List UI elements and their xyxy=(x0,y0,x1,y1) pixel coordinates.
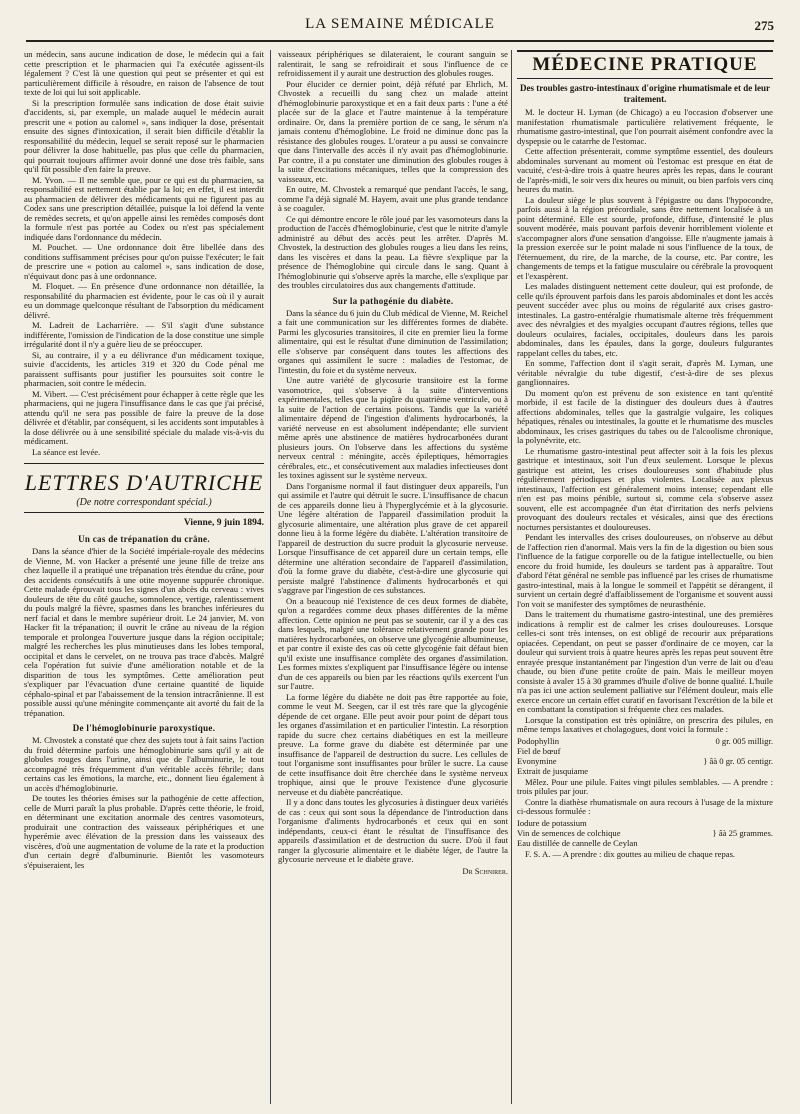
paragraph: Dans la séance du 6 juin du Club médical de Vienne, M. Reichel a fait une communication sur les différentes formes de diabète. Parmi les glycosuries transitoires, il cite en premier lieu la forme alimentaire, qui est le résultat d'une diminution de l'assimilation; elle s'observe par conséquent dans toutes les affections des organes qui assimilent le sucre : maladies de l'estomac, de l'intestin, du foie et du système nerveux. xyxy=(278,307,508,375)
prescription-table xyxy=(517,736,773,776)
section-title: LETTRES D'AUTRICHE xyxy=(24,470,264,495)
letters-section-header xyxy=(24,463,264,513)
header-rule xyxy=(26,40,774,42)
page-header xyxy=(26,12,774,38)
paragraph: Du moment qu'on est prévenu de son existence en tant qu'entité morbide, il est facile de la distinguer des douleurs dues à d'autres affections abdominales, telles que la gastralgie vulgaire, les coliques hépatiques, rénales ou intestinales, la goutte et le rhumatisme des muscles abdominaux, les crises gastriques du tabes ou de l'alcoolisme chronique, la polynévrite, etc. xyxy=(517,387,773,445)
dose xyxy=(646,766,773,776)
ingredient: Extrait de jusquiame xyxy=(517,765,589,776)
ingredient: Evonymine xyxy=(517,755,557,766)
paragraph: Si la prescription formulée sans indication de dose était suivie d'accidents, si, par exemple, un malade auquel le médecin aurait prescrit une « potion au calomel », sans indiquer la dose, présentait ensuite des signes d'intoxication, il serait bien difficile d'établir la responsabilité du médecin, lequel se serait reposé sur le pharmacien pour délivrer la dose habituelle, pas plus que celle du pharmacien, qui pourrait toujours affirmer avoir donné une dose très faible, sans qu'il fût possible d'en faire la preuve. xyxy=(24,97,264,174)
ingredient: Fiel de bœuf xyxy=(517,745,561,756)
paragraph: M. Chvostek a constaté que chez des sujets tout à fait sains l'action du froid détermine parfois une hémoglobinurie sans qu'il y ait de globules rouges dans l'urine, ainsi que de l'albuminurie, le tout accompagné très fréquemment d'un véritable accès fébrile; dans certains cas les émotions, la marche, etc., donnent lieu également à un accès d'hémoglobinurie. xyxy=(24,735,264,793)
dose xyxy=(687,838,773,848)
column-separator xyxy=(511,50,512,1104)
prescription-row xyxy=(517,756,773,766)
prescription-row xyxy=(517,746,773,756)
paragraph: Cette affection présenterait, comme symptôme essentiel, des douleurs abdominales survenant au moment où l'estomac est presque en état de vacuité, c'est-à-dire trois à quatre heures après les repas, dans le courant de l'après-midi, le soir vers dix heures ou minuit, ou bien parfois vers cinq heures du matin. xyxy=(517,146,773,194)
journal-title: LA SEMAINE MÉDICALE xyxy=(305,16,495,32)
column-3 xyxy=(517,50,773,1104)
paragraph: M. le docteur H. Lyman (de Chicago) a eu l'occasion d'observer une manifestation rhumatismale particulière relativement fréquente, le rhumatisme gastro-intestinal, que l'on pourrait aisément confondre avec la dyspepsie ou le catarrhe de l'estomac. xyxy=(517,107,773,146)
dose: } âà 25 grammes. xyxy=(712,827,773,838)
paragraph: De toutes les théories émises sur la pathogénie de cette affection, celle de Murri paraît la plus probable. D'après cette théorie, le froid, en déterminant une excitation anormale des centres vasomoteurs, produirait une contraction des vaisseaux périphériques et une hyperémie avec élévation de la pression dans les vaisseaux des viscères, d'où une augmentation de volume de la rate et la production d'un certain degré d'albuminurie. Bientôt les vasomoteurs s'épuiseraient, les xyxy=(24,793,264,870)
article-heading: Sur la pathogénie du diabète. xyxy=(332,295,454,306)
ingredient: Iodure de potassium xyxy=(517,817,587,828)
prescription-row xyxy=(517,818,773,828)
paragraph: En somme, l'affection dont il s'agit serait, d'après M. Lyman, une véritable névralgie du tube digestif, c'est-à-dire de ses plexus ganglionnaires. xyxy=(517,358,773,387)
article-heading: Un cas de trépanation du crâne. xyxy=(78,534,210,544)
paragraph: M. Floquet. — En présence d'une ordonnance non détaillée, la responsabilité du pharmacien est évidente, pour le cas où il y aurait eu un dommage quelconque résultant de l'absorption du médicament délivré. xyxy=(24,281,264,320)
paragraph: un médecin, sans aucune indication de dose, le médecin qui a fait cette prescription et le pharmacien qui l'a exécutée agissent-ils légalement ? C'est là une question qui peut se présenter et qui est particulièrement difficile à résoudre, en raison de l'absence de tout texte de loi qui lui soit applicable. xyxy=(24,50,264,97)
session-closing: La séance est levée. xyxy=(32,446,101,457)
paragraph: Pendant les intervalles des crises douloureuses, on n'observe au début de l'affection rien d'anormal. Mais vers la fin de la digestion ou bien sous l'influence de la fatigue corporelle ou de la fatigue intellectuelle, ou bien encore du froid humide, les douleurs se tardent pas à apparaître. Tout d'abord l'état général ne semble pas influencé par les crises de rhumatisme gastro-intestinal, mais à la longue le sommeil et l'appétit se dérangent, il survient un certain degré d'affaiblissement de l'organisme et souvent aussi l'on voit se manifester des symptômes de neurasthénie. xyxy=(517,532,773,609)
ingredient: Eau distillée de cannelle de Ceylan xyxy=(517,837,638,848)
paragraph: M. Vibert. — C'est précisément pour échapper à cette règle que les pharmaciens, qui ne jugera l'insuffisance dans le cas que j'ai précisé, attendu qu'il ne sera pas possible de faire la preuve de la dose délivrée et d'établir, par conséquent, si les accidents sont imputables à la dose délivrée ou à une sensibilité spéciale du malade vis-à-vis du médicament. xyxy=(24,388,264,446)
paragraph: Si, au contraire, il y a eu délivrance d'un médicament toxique, suivie d'accidents, les articles 319 et 320 du Code pénal me paraissent suffisants pour justifier les poursuites soit contre le pharmacien, soit contre le médecin. xyxy=(24,349,264,388)
prescription-table xyxy=(517,818,773,848)
prescription-row xyxy=(517,736,773,746)
paragraph: Une autre variété de glycosurie transitoire est la forme vasomotrice, qui s'observe à la suite d'interventions expérimentales, telles que la piqûre du quatrième ventricule, ou à la suite de l'action de certains poisons. Tandis que la variété alimentaire dépend de l'ingestion d'aliments hydrocarbonés, la variété nerveuse en est absolument indépendante; elle survient même après une abstinence de matières hydrocarbonées durant plusieurs jours. On l'observe dans les affections du système nerveux central : méningite, accès épileptiques, hémorragies cérébrales, etc., et consécutivement aux maladies infectieuses dont les toxines agissent sur le système nerveux. xyxy=(278,375,508,480)
paragraph: vaisseaux périphériques se dilateraient, le courant sanguin se ralentirait, le sang se refroidirait et sous l'influence de ce refroidissement il y aurait une destruction des globules rouges. xyxy=(278,50,508,78)
paragraph: On a beaucoup nié l'existence de ces deux formes de diabète, qu'on a regardées comme deux phases différentes de la même affection. Cette opinion ne peut pas se soutenir, car il y a des cas dans lesquels, malgré une tolérance relativement grande pour les matières hydrocarbonées, on observe une glycogénie albumineuse, et par contre il existe des cas où cette glycogénie fait défaut bien qu'il existe une insuffisance complète des organes d'assimilation. Les formes mixtes s'expliquent par l'insuffisance légère ou intense d'un de ces appareils ou bien par les réactions qu'ils exercent l'un sur l'autre. xyxy=(278,595,508,691)
dose xyxy=(646,746,773,756)
paragraph: Dans le traitement du rhumatisme gastro-intestinal, une des premières indications à remplir est de calmer les crises douloureuses. Lorsque celles-ci sont très intenses, on est obligé de recourir aux préparations opiacées. Cependant, on peut se passer d'ordinaire de ce moyen, car la douleur qui survient trois à quatre heures après les repas peut souvent être enrayée presque instantanément par l'ingestion d'un verre de lait ou d'eau chaude, ou bien d'une petite croûte de pain. Mais le meilleur moyen consiste à avaler 15 à 30 grammes d'huile d'olive de bonne qualité. L'huile n'a pas ici une action seulement palliative sur l'élément douleur, mais elle exerce encore un certain effet curatif en favorisant l'excrétion de la bile et en combattant la constipation si fréquente chez ces malades. xyxy=(517,609,773,714)
prescription-row xyxy=(517,828,773,838)
prescription-note: Mêlez. Pour une pilule. Faites vingt pilules semblables. — A prendre : trois pilules par jour. xyxy=(517,776,773,796)
paragraph: Il y a donc dans toutes les glycosuries à distinguer deux variétés de cas : ceux qui sont sous la dépendance de l'introduction dans l'organisme d'aliments hydrocarbonés et ceux qui en sont indépendants, ceux-ci étant le résultat de l'insuffisance des appareils d'assimilation et de destruction du sucre. D'où il faut ranger la glycosurie alimentaire et le diabète léger, de l'autre la glycosurie nerveuse et le diabète grave. xyxy=(278,797,508,864)
dose: } âà 0 gr. 05 centigr. xyxy=(703,755,773,766)
paragraph: M. Pouchet. — Une ordonnance doit être libellée dans des conditions suffisamment précises pour qu'on puisse l'exécuter; le fait de prescrire une « potion au calomel », sans indication de dose, n'équivaut donc pas à une ordonnance. xyxy=(24,242,264,281)
section-title: MÉDECINE PRATIQUE xyxy=(532,54,758,75)
paragraph: Contre la diathèse rhumatismale on aura recours à l'usage de la mixture ci-dessous formulée : xyxy=(517,796,773,816)
ingredient: Podophyllin xyxy=(517,735,560,746)
paragraph: Lorsque la constipation est très opiniâtre, on prescrira des pilules, en même temps laxatives et cholagogues, dont voici la formule : xyxy=(517,714,773,734)
paragraph: M. Yvon. — Il me semble que, pour ce qui est du pharmacien, sa responsabilité est nettement établie par la loi; en effet, il est interdit au pharmacien de délivrer des médicaments qui ne figurent pas au Codex sans une prescription détaillée, puisque la loi défend la vente de remèdes secrets, et qu'on appelle ainsi les remèdes composés dont la formule n'est pas portée au Codex ou n'est pas spécialement indiquée dans l'ordonnance du médecin. xyxy=(24,174,264,242)
paragraph: Les malades distinguent nettement cette douleur, qui est profonde, de celle qu'ils éprouvent parfois dans les parois abdominales et dont les accès peuvent succéder avec plus ou moins de régularité aux crises gastro-intestinales. La gastro-entéralgie rhumatismale alterne très fréquemment avec des névralgies et des myalgies occupant d'autres régions, telles que douleurs oculaires, faciales, occipitales, douleurs dans les parois abdominales, dans les épaules, dans la gorge, douleurs fulgurantes rappelant celles du tabes, etc. xyxy=(517,281,773,358)
paragraph: Dans la séance d'hier de la Société impériale-royale des médecins de Vienne, M. von Hacker a présenté une jeune fille de treize ans chez laquelle il a pratiqué une trépanation très étendue du crâne, pour des accidents consécutifs à une otite moyenne suppurée chronique. Cette malade éprouvait tous les signes d'un abcès du cerveau : vives douleurs de tête du côté gauche, somnolence, vertige, ralentissement du pouls malgré la fièvre, spasmes dans les branches inférieures du nerf facial et dans le membre supérieur droit. Le 24 janvier, M. von Hacker fit la trépanation; il ouvrit le crâne au niveau de la région temporale et prolongea l'ouverture jusque dans la région occipitale; malgré les recherches les plus minutieuses dans les lobes temporal, occipital et dans le cervelet, on ne trouva pas trace d'abcès. Malgré cela l'opération fut suivie d'une amélioration notable et de la disparition de tous les symptômes. Cette amélioration peut s'expliquer par l'évacuation d'une certaine quantité de liquide céphalo-spinal et par l'abaissement de la tension intracrânienne. Il est possible aussi qu'une méningite commençante ait avorté du fait de la trépanation. xyxy=(24,546,264,718)
prescription-row xyxy=(517,766,773,776)
dateline: Vienne, 9 juin 1894. xyxy=(183,518,264,528)
column-separator xyxy=(270,50,271,1104)
article-heading: De l'hémoglobinurie paroxystique. xyxy=(72,723,216,733)
paragraph: La douleur siège le plus souvent à l'épigastre ou dans l'hypocondre, parfois aussi à la région précordiale, sans être nettement localisée à un point déterminé. Elle est sourde, profonde, diffuse, d'intensité le plus souvent modérée, mais pouvant parfois devenir horriblement violente et s'accompagner alors d'une sensation d'angoisse. Elle n'augmente jamais à la pression exercée sur le point malade ni sous l'influence de la toux, de l'éternuement, du rire, de la marche, de la course, etc. Par contre, les changements de temps et la fatigue musculaire ou cérébrale la provoquent et l'exaspèrent. xyxy=(517,194,773,281)
dose: 0 gr. 005 milligr. xyxy=(715,735,773,746)
author-signature: Dr Schnirer. xyxy=(462,865,508,876)
page-number: 275 xyxy=(754,18,774,33)
column-1 xyxy=(24,50,264,1104)
article-title: Des troubles gastro-intestinaux d'origine rhumatismale et de leur traitement. xyxy=(520,83,770,104)
paragraph: Dans l'organisme normal il faut distinguer deux appareils, l'un qui assimile et l'autre qui détruit le sucre. L'insuffisance de chacun de ces appareils donne lieu à l'hyperglycémie et à la glycosurie. Une légère altération de l'appareil d'assimilation produit la glycosurie alimentaire, une altération plus grave de cet appareil donne lieu à la forme légère du diabète. L'altération transitoire de l'appareil de destruction du sucre produit la glycosurie nerveuse. Lorsque l'insuffisance de cet appareil dure un certain temps, elle détermine une altération secondaire de l'appareil d'assimilation, d'où la forme grave du diabète, c'est-à-dire une glycosurie qui persiste malgré l'abstinence d'aliments hydrocarbonés et qui s'aggrave par l'ingestion de ces substances. xyxy=(278,480,508,595)
section-header-box xyxy=(517,50,773,79)
prescription-row xyxy=(517,838,773,848)
column-2 xyxy=(278,50,508,1104)
paragraph: Ce qui démontre encore le rôle joué par les vasomoteurs dans la production de l'accès d'hémoglobinurie, c'est que le nitrite d'amyle administré au début des accès peut les arrêter. D'après M. Chvostek, la destruction des globules rouges a lieu dans les reins, dans les viscères et dans la peau. La fièvre s'explique par la présence de l'hémoglobine qui circule dans le sang. Quant à l'hémoglobinurie qui s'observe après la marche, elle s'explique par des troubles circulatoires dus aux changements d'attitude. xyxy=(278,213,508,290)
paragraph: Pour élucider ce dernier point, déjà réfuté par Ehrlich, M. Chvostek a recueilli du sang chez un malade atteint d'hémoglobinurie paroxystique et en a fait deux parts : l'une a été placée sur de la glace et l'autre maintenue à la température ordinaire. Or, dans la première portion de ce sang, le sérum n'a jamais contenu d'hémoglobine. Le froid ne diminue donc pas la résistance des globules rouges. L'orateur a pu aussi se convaincre que dans l'intervalle des accès il n'y avait pas d'hémoglobinurie. Par contre, il a pu constater une diminution des globules rouges à la suite d'excitations mécaniques, telles que la compression des vaisseaux, etc. xyxy=(278,78,508,184)
dose xyxy=(687,818,773,828)
paragraph: En outre, M. Chvostek a remarqué que pendant l'accès, le sang, comme l'a déjà signalé M. Hayem, avait une plus grande tendance à se coaguler. xyxy=(278,184,508,213)
paragraph: La forme légère du diabète ne doit pas être rapportée au foie, comme le veut M. Seegen, car il est très rare que la glycogénie dépende de cet organe. Elle peut avoir pour point de départ tous les organes d'assimilation et en particulier l'intestin. La résorption rapide du sucre chez certains diabétiques en est la meilleure preuve. La forme grave du diabète est déterminée par une insuffisance de l'appareil de destruction du sucre. Les cellules de tout l'organisme sont insuffisantes pour brûler le sucre. La cause de cette insuffisance doit être cherchée dans le système nerveux trophique, ainsi que le prouve l'existence d'une glycosurie nerveuse et du diabète pancréatique. xyxy=(278,691,508,797)
paragraph: M. Ladreit de Lacharrière. — S'il s'agit d'une substance indifférente, l'omission de l'indication de la dose constitue une simple irrégularité dont il n'y a guère lieu de se préoccuper. xyxy=(24,320,264,349)
ingredient: Vin de semences de colchique xyxy=(517,827,621,838)
section-subtitle: (De notre correspondant spécial.) xyxy=(76,497,212,508)
prescription-note: F. S. A. — A prendre : dix gouttes au milieu de chaque repas. xyxy=(525,848,736,859)
paragraph: Le rhumatisme gastro-intestinal peut affecter soit à la fois les plexus gastrique et intestinaux, soit l'un d'eux seulement. Lorsque le plexus gastrique est atteint, les crises douloureuses sont d'habitude plus régulièrement périodiques et plus violentes. Localisée aux plexus intestinaux, l'affection est généralement moins intense; cependant elle n'en est pas moins pénible, surtout si, comme cela s'observe assez souvent, elle est accompagnée d'un état d'irritation des nerfs pelviens provoquant des douleurs rectales et vésicales, ainsi que des érections nocturnes persistantes et douloureuses. xyxy=(517,445,773,532)
